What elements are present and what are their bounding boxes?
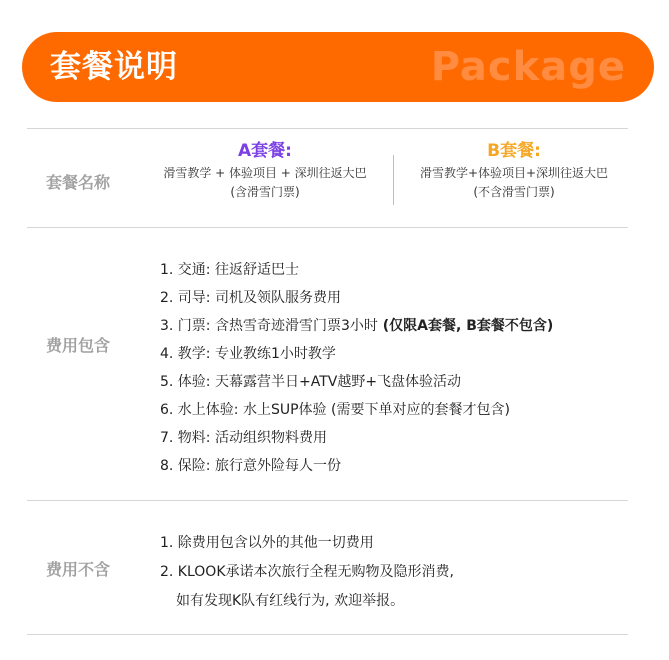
list-item-text: 3. 门票: 含热雪奇迹滑雪门票3小时 <box>160 318 378 334</box>
excluded-list <box>160 529 454 616</box>
header-banner <box>22 32 654 102</box>
divider <box>27 500 628 501</box>
list-item: 如有发现K队有红线行为, 欢迎举报。 <box>176 593 405 609</box>
watermark-text: Package <box>430 44 626 90</box>
package-b-column <box>398 138 630 202</box>
list-item: 7. 物料: 活动组织物料费用 <box>160 430 327 446</box>
package-a-desc: 滑雪教学 + 体验项目 + 深圳往返大巴 <box>163 166 367 180</box>
list-item: 5. 体验: 天幕露营半日+ATV越野+飞盘体验活动 <box>160 374 462 390</box>
excluded-label: 费用不含 <box>45 560 110 579</box>
package-a-note: (含滑雪门票) <box>230 185 300 199</box>
package-a-name: A套餐: <box>238 141 292 161</box>
list-item-bold-note: (仅限A套餐, B套餐不包含) <box>377 318 554 334</box>
list-item: 4. 教学: 专业教练1小时教学 <box>160 346 336 362</box>
list-item: 8. 保险: 旅行意外险每人一份 <box>160 458 341 474</box>
package-a-column <box>140 138 390 202</box>
included-list <box>160 256 553 480</box>
list-item: 1. 交通: 往返舒适巴士 <box>160 262 299 278</box>
package-b-note: (不含滑雪门票) <box>473 185 555 199</box>
divider <box>27 634 628 635</box>
divider <box>27 227 628 228</box>
list-item: 6. 水上体验: 水上SUP体验 (需要下单对应的套餐才包含) <box>160 402 510 418</box>
section-title: 套餐说明 <box>50 49 178 85</box>
package-divider <box>393 155 394 205</box>
included-label: 费用包含 <box>45 336 110 355</box>
package-b-name: B套餐: <box>487 141 541 161</box>
list-item: 2. 司导: 司机及领队服务费用 <box>160 290 341 306</box>
list-item: 2. KLOOK承诺本次旅行全程无购物及隐形消费, <box>160 564 454 580</box>
list-item: 1. 除费用包含以外的其他一切费用 <box>160 535 374 551</box>
package-b-desc: 滑雪教学+体验项目+深圳往返大巴 <box>419 166 609 180</box>
list-item <box>160 312 553 340</box>
divider <box>27 128 628 129</box>
package-name-label: 套餐名称 <box>45 173 110 192</box>
